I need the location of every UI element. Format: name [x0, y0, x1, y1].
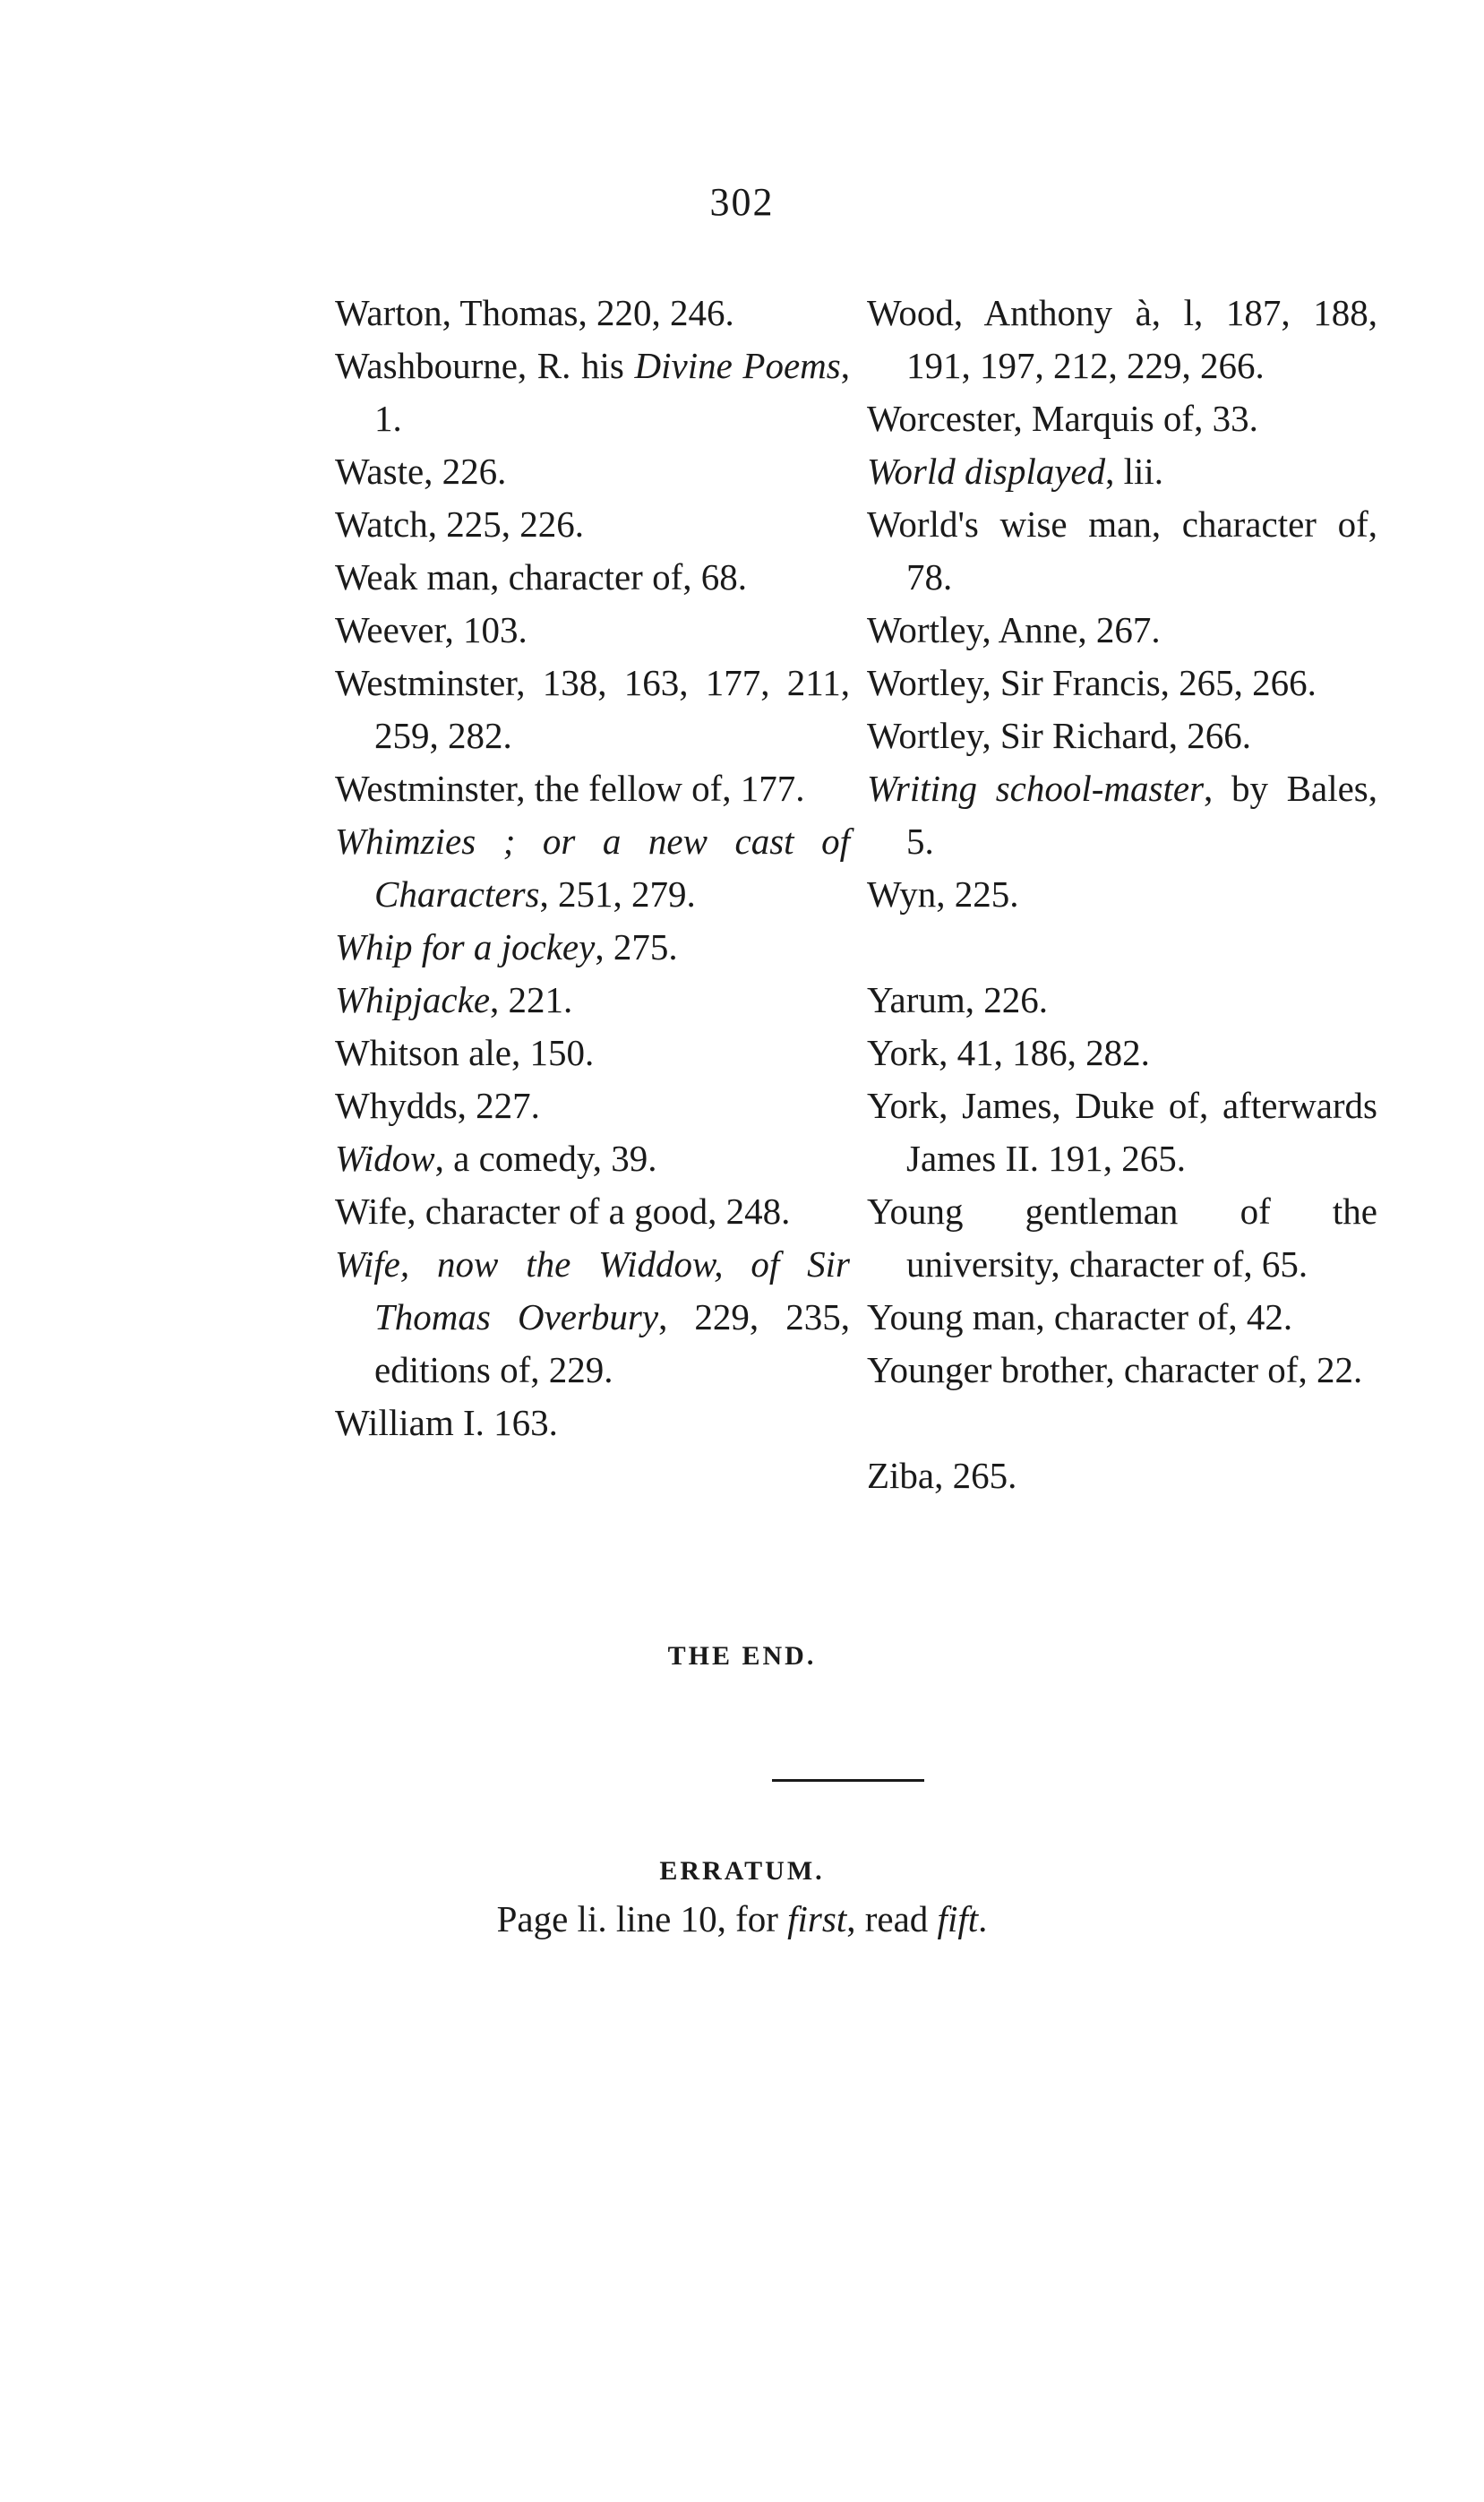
index-entry — [867, 445, 1377, 498]
text-run: Yarum, 226. — [867, 979, 1048, 1020]
text-run: , 275. — [595, 926, 678, 967]
index-entry — [867, 392, 1377, 445]
index-entry — [335, 974, 850, 1027]
index-entry — [867, 709, 1377, 762]
index-entry — [335, 445, 850, 498]
italic-text: fift — [937, 1898, 979, 1939]
index-entry — [867, 1449, 1377, 1502]
text-run: , 229, 235, editions of, 229. — [374, 1296, 851, 1390]
italic-text: World displayed — [867, 451, 1106, 492]
index-entry — [335, 1079, 850, 1132]
italic-text: Whipjacke — [335, 979, 491, 1020]
italic-text: Writing school-master — [867, 768, 1205, 809]
text-run: Wyn, 225. — [867, 873, 1019, 915]
index-entry — [867, 762, 1377, 868]
index-entry — [335, 287, 850, 340]
text-run: York, James, Duke of, afterwards James II. 191, 265. — [867, 1085, 1377, 1179]
text-run: Page li. line 10, for — [496, 1898, 788, 1939]
text-run: Wood, Anthony à, l, 187, 188, 191, 197, 212, 229, 266. — [867, 292, 1377, 386]
index-entry — [867, 657, 1377, 709]
index-entry — [335, 762, 850, 815]
text-run: Young gentleman of the university, character of, 65. — [867, 1191, 1377, 1285]
index-entry — [867, 868, 1377, 921]
text-run: William I. 163. — [335, 1402, 558, 1443]
text-run: Washbourne, R. his — [335, 345, 635, 386]
index-entry — [867, 498, 1377, 604]
text-run: Wortley, Anne, 267. — [867, 609, 1161, 650]
text-run: Waste, 226. — [335, 451, 507, 492]
text-run: , lii. — [1105, 451, 1164, 492]
text-run: Young man, character of, 42. — [867, 1296, 1293, 1337]
text-run: Westminster, the fellow of, 177. — [335, 768, 805, 809]
index-entry — [335, 921, 850, 974]
text-run: Whitson ale, 150. — [335, 1032, 595, 1073]
index-entry — [335, 1132, 850, 1185]
the-end-heading: THE END. — [667, 1641, 817, 1671]
index-column-right — [867, 287, 1377, 1502]
text-run: Warton, Thomas, 220, 246. — [335, 292, 734, 333]
text-run: Westminster, 138, 163, 177, 211, 259, 282. — [335, 662, 850, 756]
italic-text: Widow — [335, 1138, 435, 1179]
index-entry — [335, 1238, 850, 1397]
text-run: Wife, character of a good, 248. — [335, 1191, 791, 1232]
index-entry — [335, 551, 850, 604]
italic-text: first — [787, 1898, 847, 1939]
text-run: , 1. — [374, 345, 850, 439]
index-entry — [335, 1027, 850, 1079]
index-entry — [867, 1079, 1377, 1185]
index-column-left — [335, 287, 850, 1449]
italic-text: Divine Poems — [634, 345, 841, 386]
erratum-heading: ERRATUM. — [659, 1856, 825, 1886]
index-entry — [867, 1291, 1377, 1344]
text-run: . — [978, 1898, 988, 1939]
text-run: Weever, 103. — [335, 609, 528, 650]
text-run: Worcester, Marquis of, 33. — [867, 398, 1258, 439]
index-entry — [335, 1397, 850, 1449]
text-run: York, 41, 186, 282. — [867, 1032, 1150, 1073]
index-entry — [867, 604, 1377, 657]
text-run: , by Bales, 5. — [906, 768, 1378, 862]
text-run: World's wise man, character of, 78. — [867, 503, 1377, 598]
index-entry — [335, 604, 850, 657]
italic-text: Wife, now the Widdow, of Sir Thomas Overbury — [335, 1243, 850, 1337]
italic-text: Whimzies ; or a new cast of Characters — [335, 821, 850, 915]
text-run: Wortley, Sir Francis, 265, 266. — [867, 662, 1317, 703]
text-run: Whydds, 227. — [335, 1085, 540, 1126]
index-entry — [867, 1185, 1377, 1291]
text-run: , 221. — [490, 979, 573, 1020]
index-entry — [335, 498, 850, 551]
text-run: , 251, 279. — [539, 873, 696, 915]
text-run: , read — [846, 1898, 938, 1939]
erratum-text — [0, 1897, 1484, 1940]
index-entry — [867, 1344, 1377, 1397]
index-entry — [867, 287, 1377, 392]
text-run: Watch, 225, 226. — [335, 503, 584, 545]
text-run: , a comedy, 39. — [434, 1138, 657, 1179]
index-entry — [335, 815, 850, 921]
text-run: Weak man, character of, 68. — [335, 556, 747, 598]
divider-rule — [772, 1779, 924, 1782]
text-run: Ziba, 265. — [867, 1455, 1017, 1496]
italic-text: Whip for a jockey — [335, 926, 596, 967]
text-run: Younger brother, character of, 22. — [867, 1349, 1363, 1390]
page-number: 302 — [709, 180, 775, 224]
index-entry — [867, 1027, 1377, 1079]
index-entry — [335, 1185, 850, 1238]
index-entry — [335, 657, 850, 762]
index-entry — [335, 340, 850, 445]
index-entry — [867, 974, 1377, 1027]
text-run: Wortley, Sir Richard, 266. — [867, 715, 1252, 756]
